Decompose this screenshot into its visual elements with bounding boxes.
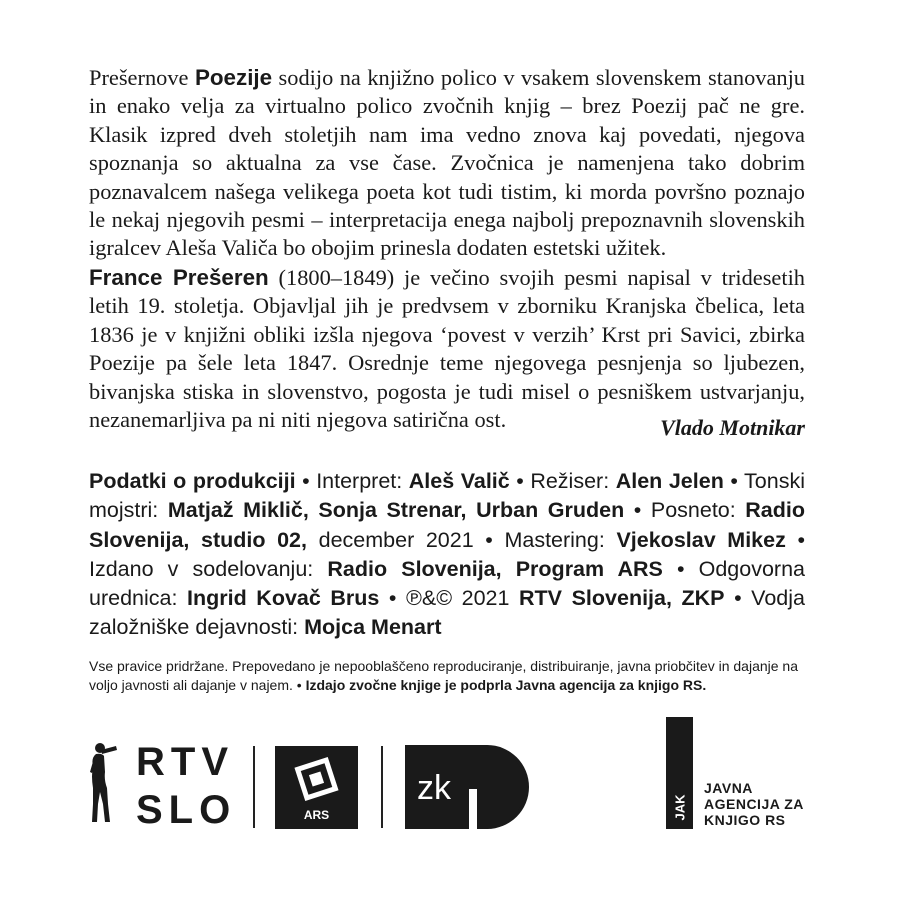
rtv-trumpeter-figure-icon	[88, 742, 118, 828]
jak-bar-label: JAK	[672, 794, 688, 821]
jak-line2: AGENCIJA ZA	[704, 796, 804, 812]
mastering-value: Vjekoslav Mikez	[616, 527, 786, 552]
editor-label: Odgovorna urednica:	[89, 556, 806, 611]
logo-divider	[253, 746, 255, 828]
intro-paragraph	[89, 64, 805, 263]
bullet: •	[724, 586, 752, 611]
intro-lead: Prešernove	[89, 65, 195, 90]
book-title: Poezije	[194, 65, 273, 90]
sound-label: Tonski mojstri:	[89, 469, 805, 523]
author-body: (1800–1849) je večino svojih pesmi napisal v tridesetih letih 19. stoletja. Objavljal jih je predvsem v zborniku Kranjska čbelica, leta 1836 je v knjižni obliki izšla njegova ‘povest v verzih’ Krst pri Savici, zbirka Poezije pa šele leta 1847. Osrednje teme njegovega pesnjenja so ljubezen, bivanjska stiska in slovenstvo, pogosta je tudi misel o pesniškem ustvarjanju, nezanemarljiva pa ni niti njegova satirična ost.	[89, 265, 805, 433]
mastering-label: Mastering:	[504, 527, 617, 552]
production-credits	[89, 467, 805, 643]
jak-logo-bar	[666, 717, 693, 829]
director-label: Režiser:	[530, 469, 616, 493]
intro-body: sodijo na knjižno polico v vsakem slovenskem stanovanju in enako velja za virtualno polico zvočnih knjig – brez Poezij pač ne gre. Klasik izpred dveh stoletjih nam ima vedno znova kaj povedati, njegova spoznanja so aktualna za vse čase. Zvočnica je namenjena tako dobrim poznavalcem našega velikega poeta kot tudi tistim, ki morda površno poznajo le nekaj njegovih pesmi – interpretacija enega najbolj prepoznavnih slovenskih igralcev Aleša Valiča bo obojim prinesla dodaten estetski užitek.	[89, 65, 806, 261]
editor-value: Ingrid Kovač Brus	[187, 586, 380, 611]
director-value: Alen Jelen	[615, 469, 724, 493]
ars-logo	[275, 746, 358, 829]
signature: Vlado Motnikar	[660, 415, 805, 440]
legal-notice	[89, 657, 805, 695]
author-name: France Prešeren	[89, 265, 269, 290]
recorded-date: december 2021	[307, 527, 474, 552]
jak-line3: KNJIGO RS	[704, 812, 786, 828]
bullet: •	[785, 527, 805, 552]
bullet: •	[295, 469, 317, 493]
bullet: •	[379, 586, 407, 611]
credits-heading: Podatki o produkciji	[89, 469, 296, 493]
support-text: Izdajo zvočne knjige je podprla Javna agencija za knjigo RS.	[305, 677, 707, 693]
ars-logo-label: ARS	[303, 808, 330, 822]
rtv-logo-line1: RTV	[136, 740, 234, 784]
bullet: •	[723, 469, 745, 493]
bullet: •	[662, 556, 699, 581]
recorded-value: Radio Slovenija, studio 02,	[89, 498, 806, 552]
sound-value: Matjaž Miklič, Sonja Strenar, Urban Gruden	[167, 498, 625, 523]
copyright-prefix: ℗&© 2021	[406, 586, 520, 611]
copyright-value: RTV Slovenija, ZKP	[519, 586, 725, 611]
rtv-slo-logo	[136, 738, 236, 834]
recorded-label: Posneto:	[650, 498, 746, 523]
interpreter-value: Aleš Valič	[408, 469, 510, 493]
bullet: •	[473, 527, 505, 552]
bullet: •	[509, 469, 531, 493]
jak-logo-text	[704, 780, 804, 828]
logo-divider	[381, 746, 383, 828]
interpreter-label: Interpret:	[316, 469, 409, 493]
coop-label: Izdano v sodelovanju:	[89, 556, 328, 581]
jak-line1: JAVNA	[704, 780, 753, 796]
publishing-value: Mojca Menart	[304, 615, 442, 640]
bullet: •	[624, 498, 651, 523]
rights-text: Vse pravice pridržane. Prepovedano je nepooblaščeno reproduciranje, distribuiranje, javna priobčitev in dajanje na voljo javnosti ali dajanje v najem. •	[89, 658, 798, 693]
zkp-logo	[405, 745, 529, 829]
coop-value: Radio Slovenija, Program ARS	[327, 556, 663, 581]
author-paragraph	[89, 264, 805, 434]
zkp-logo-text: zk	[417, 769, 451, 807]
rtv-logo-line2: SLO	[136, 788, 237, 832]
publishing-label: Vodja založniške dejavnosti:	[89, 586, 805, 640]
